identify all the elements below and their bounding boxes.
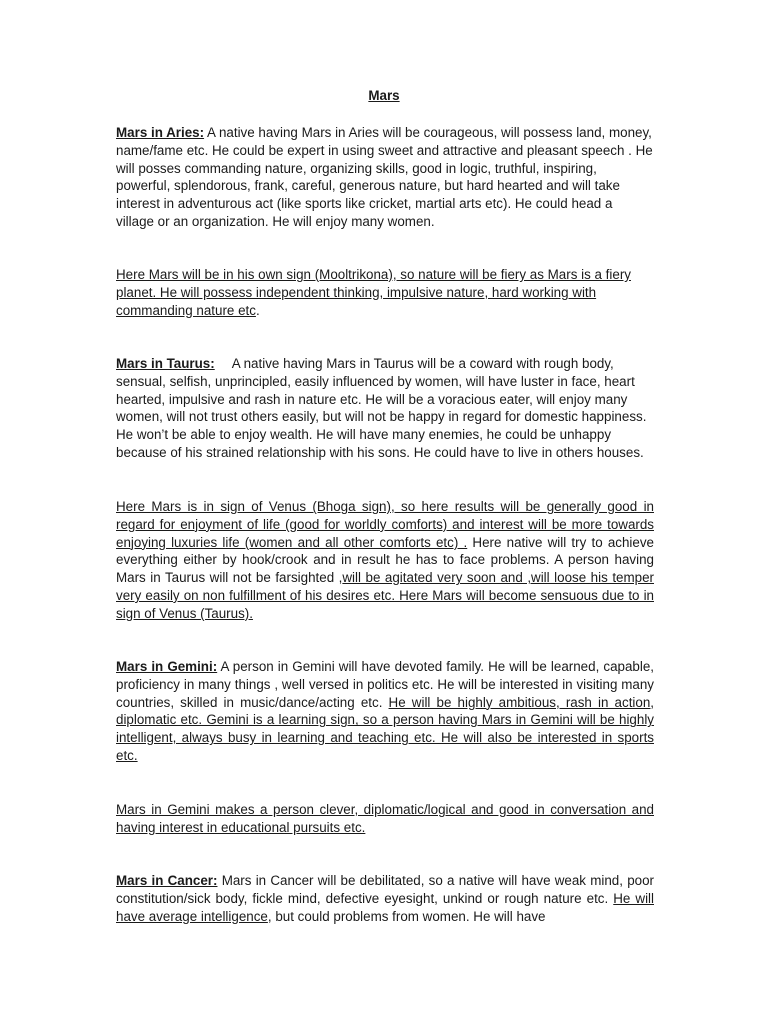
taurus-note-underlined-2: will be agitated very soon and ,will loose his temper very easily on non fulfillment of his desires etc. Here Mars will become sensuous due to in sign of Venus (Taurus). [116,570,654,621]
taurus-text: A native having Mars in Taurus will be a coward with rough body, sensual, selfish, unprincipled, easily influenced by women, will have luster in face, heart hearted, impulsive and rash in nature etc. He will be a voracious eater, will enjoy many women, will not trust others easily, but will not be happy in regard for domestic happiness. He won’t be able to enjoy wealth. He will have many enemies, he could be unhappy because of his strained relationship with his sons. He could have to live in others houses. [116,356,647,460]
cancer-text: Mars in Cancer will be debilitated, so a native will have weak mind, poor constitution/sick body, fickle mind, defective eyesight, unkind or rough nature etc. [116,873,655,906]
cancer-text-underlined: He will have average intelligence [116,890,654,924]
taurus-heading: Mars in Taurus: [116,356,215,371]
gemini-text-underlined: He will be highly ambitious, rash in action, diplomatic etc. Gemini is a learning sign, so a person having Mars in Gemini will be highly intelligent, always busy in learning and teaching etc. He will also be interested in sports etc. [116,694,654,763]
page-title: Mars [368,88,400,103]
aries-note-paragraph [116,266,654,319]
cancer-paragraph [116,872,654,925]
cancer-heading: Mars in Cancer: [116,873,218,888]
gemini-note-paragraph [116,801,654,837]
taurus-note-plain: Here native will try to achieve everything either by hook/crook and in result he has to face problems. A person having Mars in Taurus will not be farsighted , [116,534,654,586]
aries-paragraph [116,124,654,231]
gemini-heading: Mars in Gemini: [116,659,218,674]
gemini-text: A person in Gemini will have devoted family. He will be learned, capable, proficiency in many things , well versed in politics etc. He will be interested in visiting many countries, skilled in music/dance/acting etc. [116,659,655,710]
gemini-note: Mars in Gemini makes a person clever, diplomatic/logical and good in conversation and having interest in educational pursuits etc. [116,802,654,835]
taurus-note-paragraph [116,498,654,623]
cancer-text-end: , but could problems from women. He will have [267,908,546,924]
taurus-note-underlined-1: Here Mars is in sign of Venus (Bhoga sign), so here results will be generally good in regard for enjoyment of life (good for worldly comforts) and interest will be more towards enjoying luxuries life (women and all other comforts etc) . [116,499,654,550]
aries-note-end: . [255,302,260,318]
aries-heading: Mars in Aries: [116,125,205,140]
aries-note: Here Mars will be in his own sign (Mooltrikona), so nature will be fiery as Mars is a fiery planet. He will possess independent thinking, impulsive nature, hard working with commanding nature etc [116,267,631,318]
aries-text: A native having Mars in Aries will be courageous, will possess land, money, name/fame etc. He could be expert in using sweet and attractive and pleasant speech . He will posses commanding nature, organizing skills, good in logic, truthful, inspiring, powerful, splendorous, frank, careful, generous nature, but hard hearted and will take interest in adventurous act (like sports like cricket, martial arts etc). He could head a village or an organization. He will enjoy many women. [116,125,653,229]
taurus-paragraph [116,355,654,462]
gemini-paragraph [116,658,654,765]
